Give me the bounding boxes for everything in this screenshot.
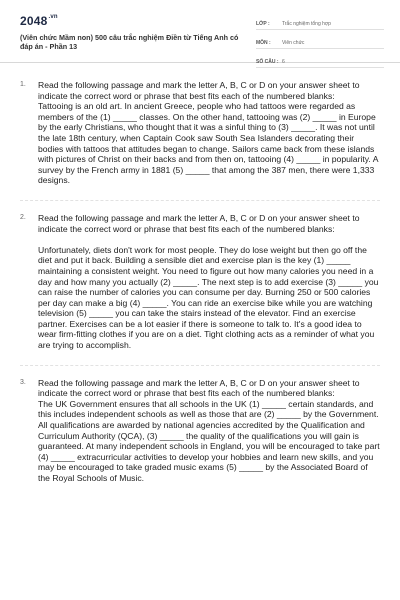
question-number: 2.: [20, 213, 26, 221]
question-text: Read the following passage and mark the letter A, B, C or D on your answer sheet to indicate the correct word or phrase that best fits each of the numbered blanks: Tattooing is an old art. In ancient Greece, people who had tattoos were regarded as members of the (1) _____ classes. On the other hand, tattooing was (2) _____ in Europe by the early Christians, who thought that it was a sinful thing to (3) _____. It was not until the late 18th century, when Captain Cook saw South Sea Islanders decorating their bodies with tattoos that attitudes began to change. Sailors came back from these islands with pictures of Christ on their backs and from then on, tattooing (4) _____ in popularity. A survey by the French army in 1881 (5) _____ that among the 387 men, there were 1,333 designs.: [38, 80, 378, 186]
meta-label: LỚP :: [256, 21, 270, 27]
question-item: [20, 213, 380, 351]
meta-value: Trắc nghiệm tổng hợp: [282, 21, 331, 27]
document-header: [0, 0, 400, 63]
question-item: [20, 80, 380, 186]
site-logo[interactable]: [20, 14, 58, 28]
document-title: (Viên chức Mầm non) 500 câu trắc nghiệm Điền từ Tiếng Anh có đáp án - Phần 13: [20, 33, 239, 51]
meta-label: MÔN :: [256, 40, 271, 46]
document-meta: [256, 14, 384, 71]
meta-row-class: [256, 14, 384, 30]
question-text: Read the following passage and mark the letter A, B, C or D on your answer sheet to indicate the correct word or phrase that best fits each of the numbered blanks: The UK Government ensures that all schools in the UK (1) _____ certain standards, and this includes independent schools as well as those that are (2) _____ by the Government. All qualifications are awarded by national agencies accredited by the Qualification and Curriculum Authority (QCA), (3) _____ the quality of the qualifications you will gain is guaranteed. At many independent schools in England, you will be encouraged to take part (4) _____ extracurricular activities to develop your hobbies and learn new skills, and you may be encouraged to take graded music exams (5) _____ by the Associated Board of the Royal Schools of Music.: [38, 377, 380, 483]
questions-list: [20, 80, 380, 498]
question-divider: [20, 200, 380, 201]
meta-value: 6: [282, 59, 285, 65]
logo-text: 2048: [20, 14, 48, 28]
meta-row-subject: [256, 33, 384, 49]
meta-label: SỐ CÂU :: [256, 59, 279, 65]
question-item: [20, 378, 380, 484]
meta-value: Viên chức: [282, 40, 305, 46]
question-text: Read the following passage and mark the letter A, B, C or D on your answer sheet to indicate the correct word or phrase that best fits each of the numbered blanks: Unfortunately, diets don't work for most people. They do lose weight but then go off the diet and put it back. Building a sensible diet and exercise plan is the key (1) _____ maintaining a consistent weight. You need to figure out how many calories you need in a day and how many you actually (2) _____. The next step is to add exercise (3) _____ you can raise the number of calories you can consume per day. Burning 250 or 500 calories per day can make a big (4) _____. You can ride an exercise bike while you are watching television (5) _____ you can take the stairs instead of the elevator. Find an exercise partner. Exercises can be a lot easier if there is someone to talk to. It's a good idea to wear firm-fitting clothes if you are on a diet. Tight clothing acts as a reminder of what you are trying to accomplish.: [38, 212, 379, 351]
bottom-fade: [0, 586, 400, 600]
logo-suffix: .vn: [48, 14, 58, 20]
question-divider: [20, 365, 380, 366]
question-number: 1.: [20, 81, 26, 88]
question-number: 3.: [20, 378, 26, 386]
meta-row-count: [256, 52, 384, 68]
